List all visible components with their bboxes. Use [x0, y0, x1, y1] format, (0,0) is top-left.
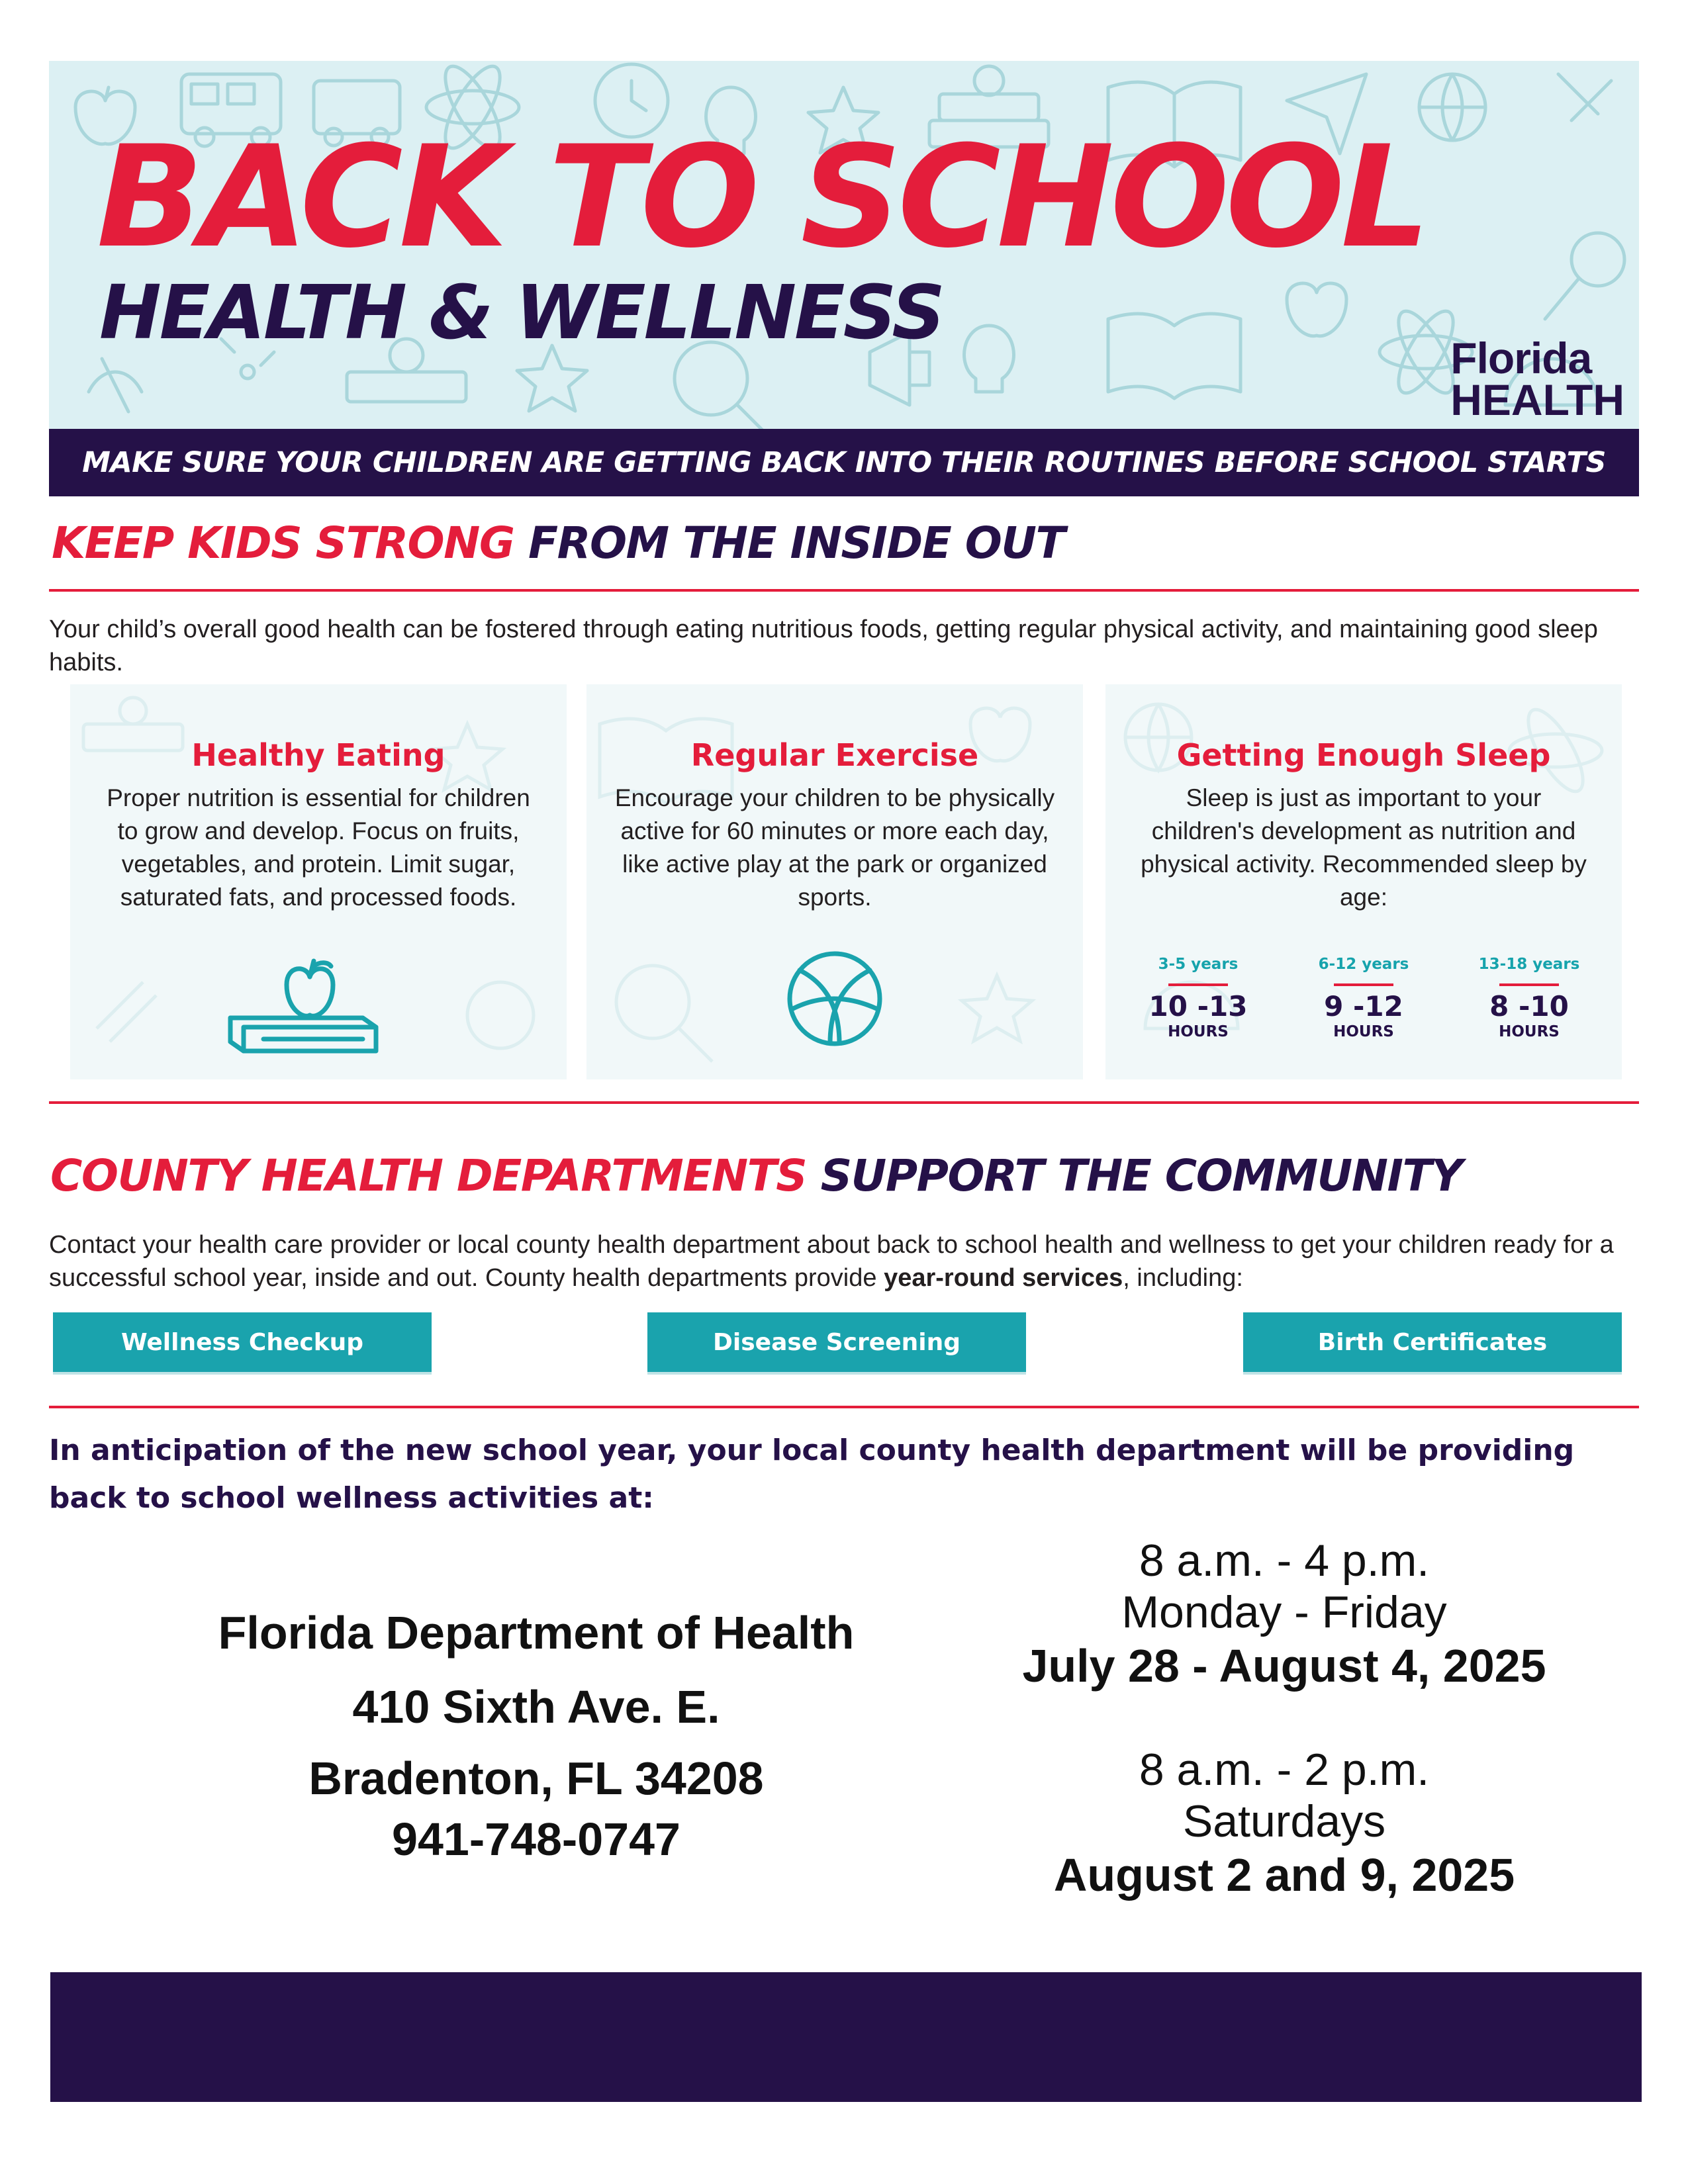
sleep-age: 13-18 years [1478, 956, 1580, 973]
tagline-text: MAKE SURE YOUR CHILDREN ARE GETTING BACK INTO THEIR ROUTINES BEFORE SCHOOL STARTS [82, 446, 1606, 479]
schedule-time: 8 a.m. - 4 p.m. [1139, 1535, 1430, 1586]
schedule-weekday [940, 1535, 1628, 1692]
card-text: Sleep is just as important to your children's development as nutrition and physical activity. Recommended sleep by age: [1141, 784, 1587, 911]
sleep-age: 3-5 years [1158, 956, 1239, 973]
location-street: 410 Sixth Ave. E. [352, 1681, 720, 1733]
heading-red-part: KEEP KIDS STRONG [52, 518, 514, 569]
divider-rule [49, 1101, 1639, 1104]
location-phone: 941-748-0747 [392, 1813, 680, 1865]
sleep-divider [1168, 983, 1228, 986]
schedule-dates: August 2 and 9, 2025 [1053, 1849, 1515, 1901]
location-city: Bradenton, FL 34208 [308, 1752, 764, 1804]
service-wellness-checkup: Wellness Checkup [53, 1312, 432, 1375]
apple-on-book-icon [224, 952, 383, 1064]
schedule-days: Saturdays [1182, 1796, 1386, 1846]
sleep-group-6-12 [1284, 956, 1443, 1040]
schedule-dates: July 28 - August 4, 2025 [1022, 1640, 1546, 1692]
sleep-hours: 9 -12 [1324, 990, 1403, 1023]
divider-rule [49, 589, 1639, 592]
sleep-unit: HOURS [1333, 1023, 1394, 1040]
schedule-days: Monday - Friday [1121, 1587, 1447, 1637]
card-text: Encourage your children to be physically active for 60 minutes or more each day, like active play at the park or organized sports. [614, 784, 1055, 911]
schedule-time: 8 a.m. - 2 p.m. [1139, 1745, 1430, 1795]
divider-rule [49, 1406, 1639, 1408]
florida-health-logo [1450, 334, 1624, 424]
intro-text: Contact your health care provider or local county health department about back to school health and wellness to get your children ready for a successful school year, inside and out. County health departments provide [49, 1231, 1614, 1292]
sleep-age: 6-12 years [1318, 956, 1409, 973]
card-text: Proper nutrition is essential for children to grow and develop. Focus on fruits, vegetables, and protein. Limit sugar, saturated fats, and processed foods. [107, 784, 530, 911]
intro-bold-text: year-round services [884, 1264, 1123, 1292]
heading-navy-part: SUPPORT THE COMMUNITY [820, 1150, 1462, 1201]
event-intro: In anticipation of the new school year, your local county health department will be providing back to school wellness activities at: [49, 1433, 1575, 1515]
section-heading-keep-kids-strong [52, 518, 1064, 569]
logo-line-health: HEALTH [1450, 375, 1624, 424]
sleep-divider [1499, 983, 1559, 986]
banner-subtitle: HEALTH & WELLNESS [99, 270, 943, 356]
sleep-unit: HOURS [1168, 1023, 1229, 1040]
card-title: Healthy Eating [191, 737, 445, 773]
service-disease-screening: Disease Screening [647, 1312, 1026, 1375]
sleep-divider [1334, 983, 1393, 986]
footer-bar [50, 1972, 1642, 2102]
sleep-hours: 10 -13 [1149, 990, 1248, 1023]
tagline-bar [49, 429, 1639, 496]
intro-text-end: , including: [1123, 1264, 1243, 1292]
sleep-unit: HOURS [1499, 1023, 1560, 1040]
service-birth-certificates: Birth Certificates [1243, 1312, 1622, 1375]
sleep-hours: 8 -10 [1489, 990, 1569, 1023]
heading-navy-part: FROM THE INSIDE OUT [528, 518, 1064, 569]
basketball-icon [785, 949, 884, 1048]
card-regular-exercise [586, 684, 1083, 1079]
section-heading-county-health [50, 1150, 1462, 1201]
location-name: Florida Department of Health [218, 1607, 855, 1659]
heading-red-part: COUNTY HEALTH DEPARTMENTS [50, 1150, 807, 1201]
card-getting-enough-sleep [1105, 684, 1622, 1079]
logo-line-florida: Florida [1450, 334, 1592, 383]
schedule-saturday [940, 1745, 1628, 1901]
sleep-group-13-18 [1450, 956, 1609, 1040]
section1-intro: Your child’s overall good health can be fostered through eating nutritious foods, getting regular physical activity, and maintaining good sleep habits. [49, 615, 1598, 676]
section2-intro [49, 1228, 1651, 1295]
card-healthy-eating [70, 684, 567, 1079]
card-title: Regular Exercise [690, 737, 979, 773]
card-title: Getting Enough Sleep [1176, 737, 1551, 773]
sleep-group-3-5 [1119, 956, 1278, 1040]
header-banner [49, 61, 1639, 429]
banner-title: BACK TO SCHOOL [97, 115, 1427, 279]
